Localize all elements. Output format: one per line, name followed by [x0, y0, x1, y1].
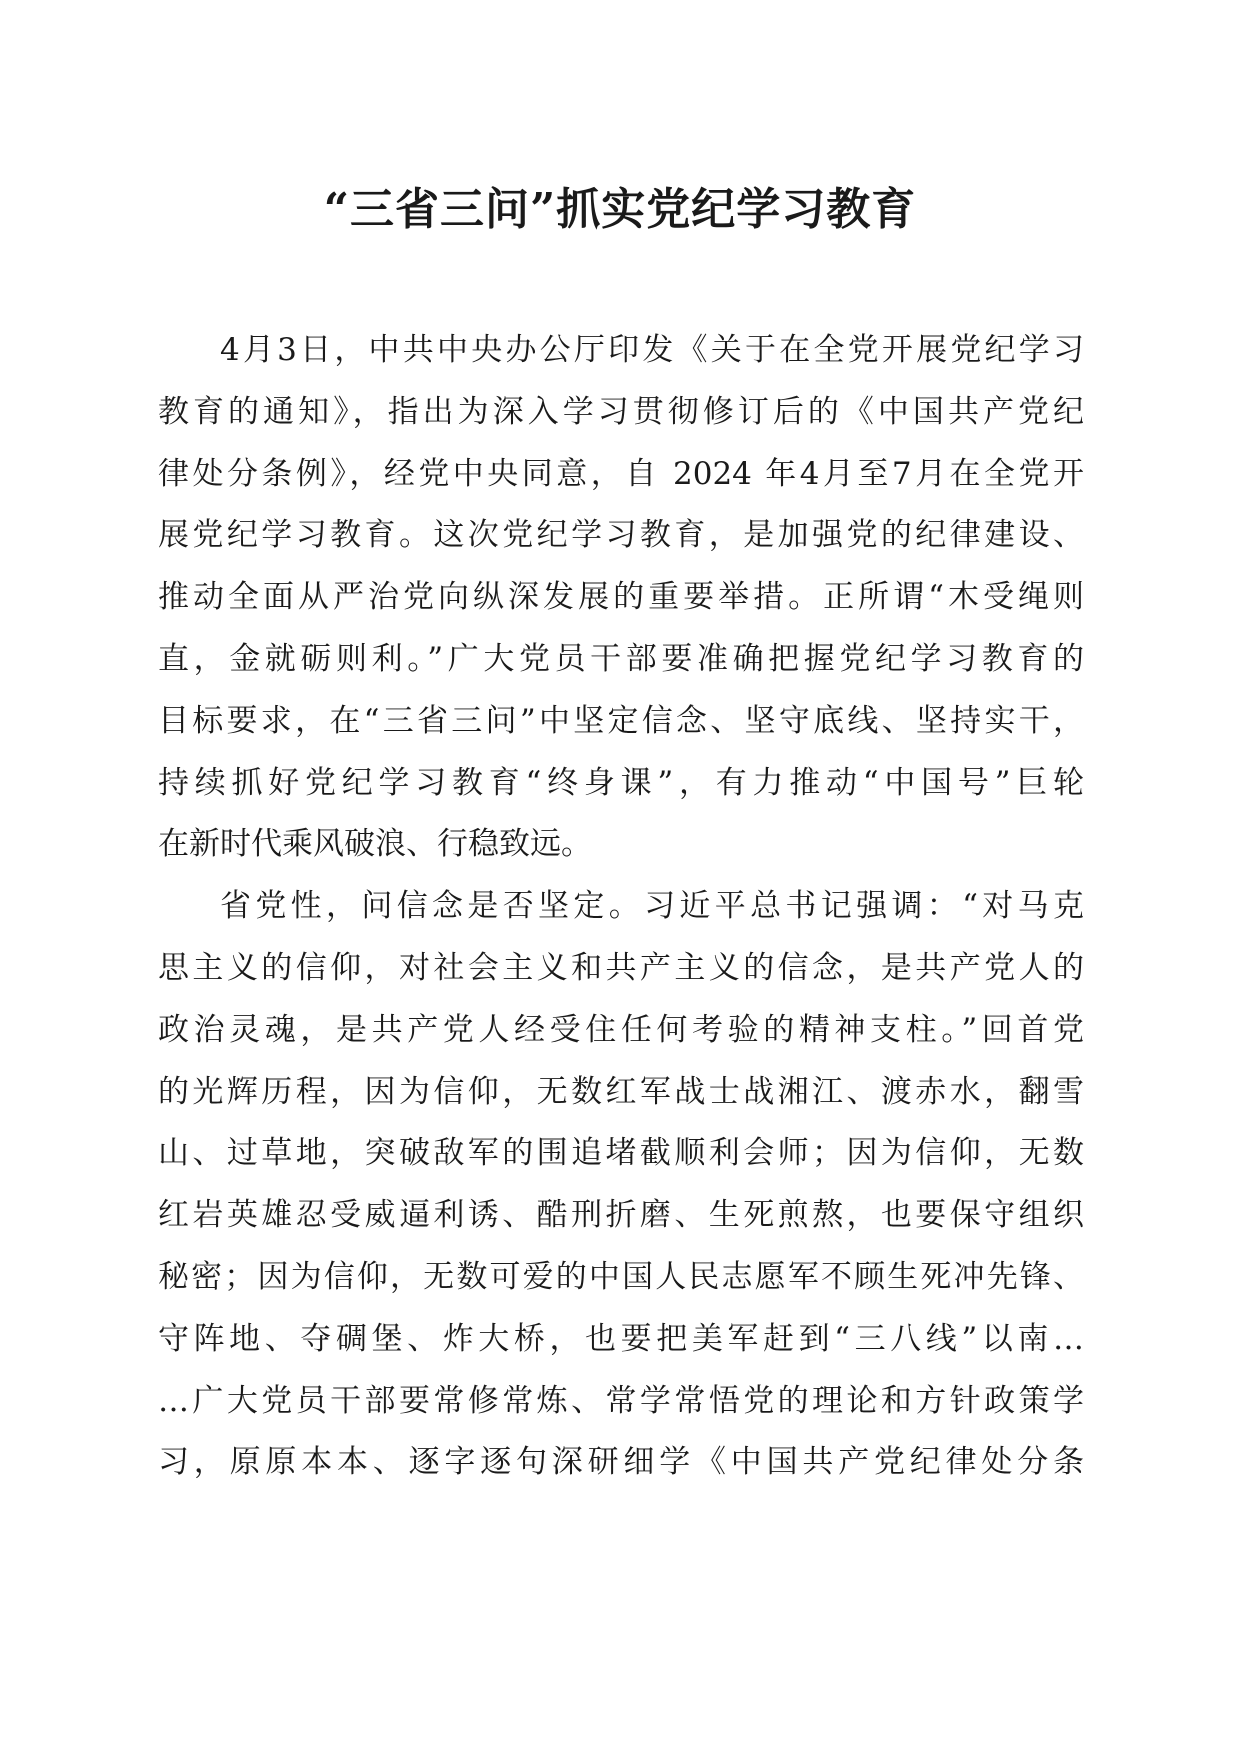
text-line: 推动全面从严治党向纵深发展的重要举措。正所谓“木受绳则	[158, 579, 1084, 616]
text-line: 律处分条例》，经党中央同意，自 2024 年4月至7月在全党开	[158, 455, 1084, 492]
text-line: 秘密；因为信仰，无数可爱的中国人民志愿军不顾生死冲先锋、	[158, 1258, 1084, 1295]
text-line: 红岩英雄忍受威逼利诱、酷刑折磨、生死煎熬，也要保守组织	[158, 1197, 1084, 1234]
text-line: 守阵地、夺碉堡、炸大桥，也要把美军赶到“三八线”以南…	[158, 1320, 1084, 1357]
text-line: 持续抓好党纪学习教育“终身课”，有力推动“中国号”巨轮	[158, 764, 1084, 801]
text-line: 教育的通知》，指出为深入学习贯彻修订后的《中国共产党纪	[158, 393, 1084, 430]
text-line: 习，原原本本、逐字逐句深研细学《中国共产党纪律处分条	[158, 1444, 1084, 1481]
text-line: 政治灵魂，是共产党人经受住任何考验的精神支柱。”回首党	[158, 1011, 1084, 1048]
document-title: “三省三问”抓实党纪学习教育	[323, 184, 917, 235]
text-line: 展党纪学习教育。这次党纪学习教育，是加强党的纪律建设、	[158, 517, 1084, 554]
text-line: 4月3日，中共中央办公厅印发《关于在全党开展党纪学习	[220, 332, 1084, 368]
text-line: 目标要求，在“三省三问”中坚定信念、坚守底线、坚持实干，	[158, 702, 1084, 739]
text-line: …广大党员干部要常修常炼、常学常悟党的理论和方针政策学	[158, 1382, 1084, 1419]
text-line: 山、过草地，突破敌军的围追堵截顺利会师；因为信仰，无数	[158, 1135, 1084, 1172]
text-line: 省党性，问信念是否坚定。习近平总书记强调：“对马克	[220, 888, 1084, 925]
document-body	[158, 320, 1084, 1494]
text-line: 的光辉历程，因为信仰，无数红军战士战湘江、渡赤水，翻雪	[158, 1073, 1084, 1110]
text-line: 直，金就砺则利。”广大党员干部要准确把握党纪学习教育的	[158, 640, 1084, 677]
text-line: 思主义的信仰，对社会主义和共产主义的信念，是共产党人的	[158, 949, 1084, 986]
text-line: 在新时代乘风破浪、行稳致远。	[158, 826, 592, 863]
